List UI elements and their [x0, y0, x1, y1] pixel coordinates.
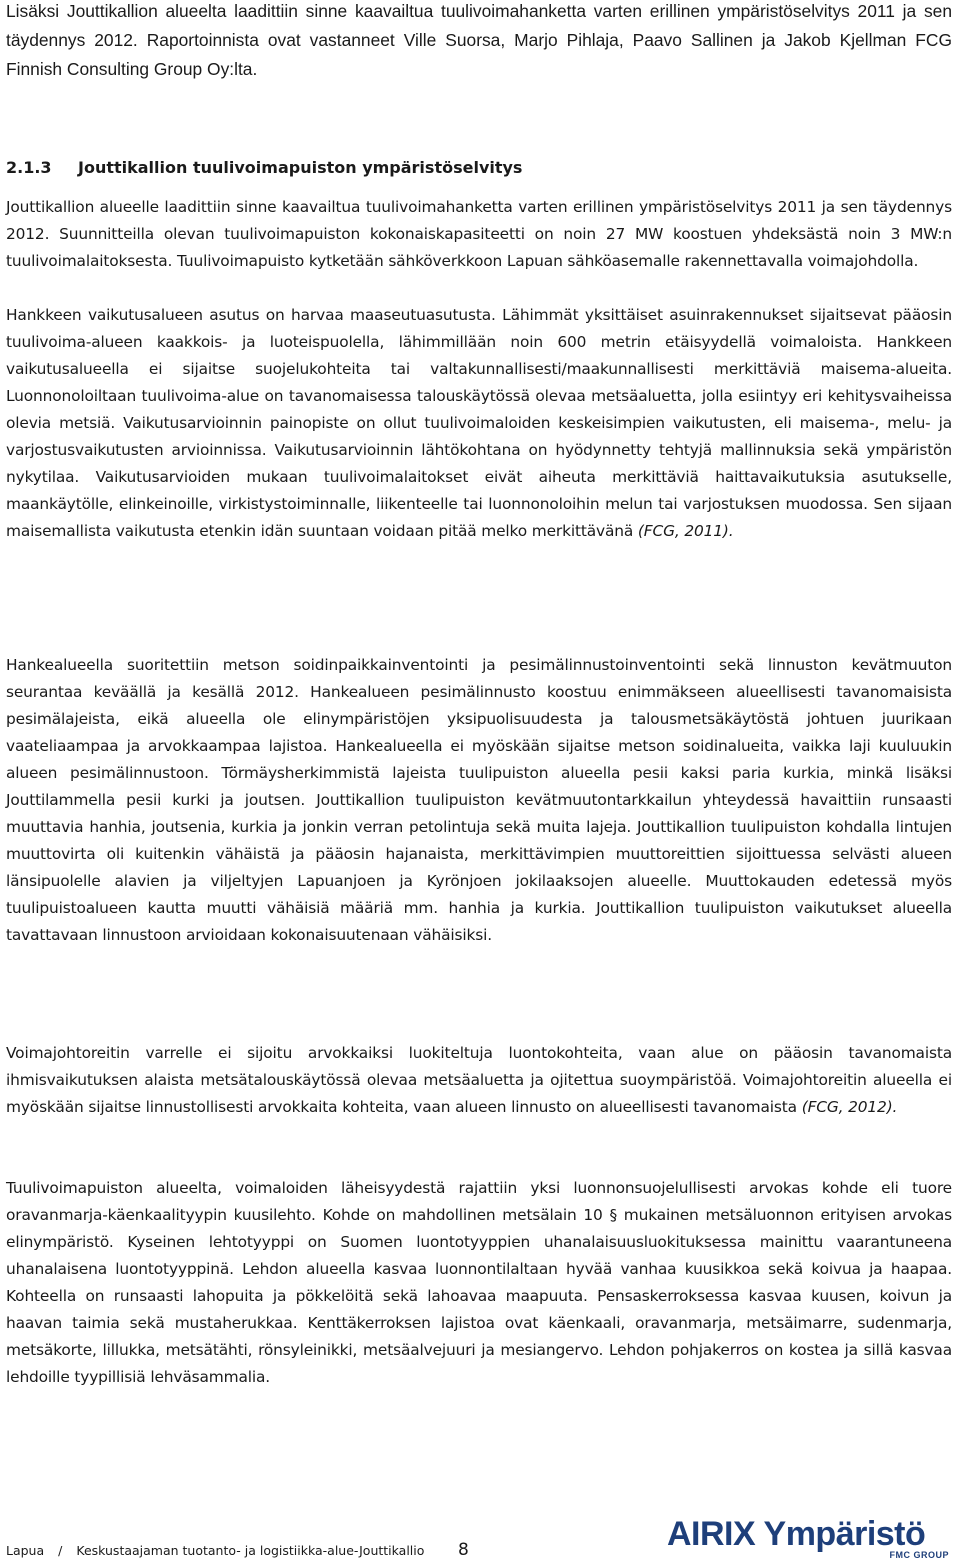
paragraph-habitat: Tuulivoimapuiston alueelta, voimaloiden läheisyydestä rajattiin yksi luonnonsuojelullisesti arvokas kohde eli tuore oravanmarja-käenkaalityypin kuusilehto. Kohde on mahdollinen metsälain 10 § mukainen metsäluonnon erityisen arvokas elinympäristö. Kyseinen lehtotyyppi on Suomen luontotyyppien uhanalaisuusluokituksessa mainittu vaarantuneena uhanalaisena luontotyyppinä. Lehdon alueella kasvaa luonnontilaltaan hyvää vanhaa kuusikkoa sekä koivua ja haapaa. Kohteella on runsaasti lahopuita ja pökkelöitä sekä lahoavaa maapuuta. Pensaskerroksessa kasvaa kuusen, koivun ja haavan taimia sekä mustaherukkaa. Kenttäkerroksen lajistoa ovat käenkaali, oravanmarja, metsäimarre, sudenmarja, metsäkorte, lillukka, metsätähti, rönsyleinikki, metsäalvejuuri ja mesiangervo. Lehdon pohjakerros on kostea ja sillä kasvaa lehdoille tyypillisiä lehväsammalia. [6, 1179, 952, 1386]
footer-separator: / [58, 1543, 63, 1558]
paragraph-impacts-text: Hankkeen vaikutusalueen asutus on harvaa maaseutuasutusta. Lähimmät yksittäiset asuinrakennukset sijaitsevat pääosin tuulivoima-alueen kaakkois- ja luoteispuolella, lähimmillään noin 600 metrin etäisyydellä voimaloista. Hankkeen vaikutusalueella ei sijaitse suojelukohteita tai valtakunnallisesti/maakunnallisesti merkittäviä maisema-alueita. Luonnonoloiltaan tuulivoima-alue on tavanomaisessa talouskäytössä olevaa metsäaluetta, jolla esiintyy eri kehitysvaiheissa olevia metsiä. Vaikutusarvioinnin painopiste on ollut tuulivoimaloiden keskeisimpien vaikutusten, eli maisema-, melu- ja varjostusvaikutusten arvioinnissa. Vaikutusarvioinnin lähtökohtana on hyödynnetty tehtyjä mallinnuksia sekä ympäristön nykytilaa. Vaikutusarvioiden mukaan tuulivoimalaitokset eivät aiheuta merkittäviä haittavaikutuksia asutukselle, maankäytölle, elinkeinoille, virkistystoiminnalle, liikenteelle tai luonnonoloihin melun tai varjostuksen muodossa. Sen sijaan maisemallista vaikutusta etenkin idän suuntaan voidaan pitää melko merkittävänä [6, 306, 952, 540]
citation-fcg-2012: (FCG, 2012). [801, 1098, 898, 1116]
paragraph-powerline [6, 1040, 952, 1121]
page-footer [6, 1543, 424, 1559]
company-logo [667, 1516, 955, 1558]
paragraph-impacts [6, 302, 952, 545]
logo-brand: AIRIX Ympäristö [667, 1515, 926, 1553]
paragraph-powerline-text: Voimajohtoreitin varrelle ei sijoitu arvokkaiksi luokiteltuja luontokohteita, vaan alue on pääosin tavanomaista ihmisvaikutuksen alaista metsätalouskäytössä olevaa metsäaluetta ja ojitettua suoympäristöä. Voimajohtoreitin alueella ei myöskään sijaitse linnustollisesti arvokkaita kohteita, vaan alueen linnusto on alueellisesti tavanomaista [6, 1044, 952, 1116]
page-number: 8 [458, 1540, 469, 1560]
logo-subtitle: FMC GROUP [889, 1550, 949, 1560]
footer-location: Lapua [6, 1543, 45, 1558]
footer-project: Keskustaajaman tuotanto- ja logistiikka-alue-Jouttikallio [76, 1543, 425, 1558]
paragraph-birds: Hankealueella suoritettiin metson soidinpaikkainventointi ja pesimälinnustoinventointi sekä linnuston kevätmuuton seurantaa keväällä ja kesällä 2012. Hankealueen pesimälinnusto koostuu enimmäkseen alueellisesti tavanomaisista pesimälajeista, eikä alueella ole elinympäristöjen yksipuolisuudesta ja talousmetsäkäytöstä johtuen juurikaan vaateliaampaa ja arvokkaampaa lajistoa. Hankealueella ei myöskään sijaitse metson soidinalueita, vaikka laji kuuluukin alueen pesimälinnustoon. Törmäysherkimmistä lajeista tuulipuiston alueella pesii kaksi paria kurkia, minkä lisäksi Jouttilammella pesii kurki ja joutsen. Jouttikallion tuulipuiston kevätmuutontarkkailun yhteydessä havaittiin runsaasti muuttavia hanhia, joutsenia, kurkia ja jonkin verran petolintuja sekä muita lajeja. Jouttikallion tuulipuiston kohdalla lintujen muuttovirta oli kuitenkin vähäistä ja pääosin hajanaista, merkittävimpien muuttoreittien sijoittuessa selvästi alueen länsipuolelle alavien ja viljeltyjen Lapuanjoen ja Kyrönjoen jokilaaksojen alueelle. Muuttokauden edetessä myös tuulipuistoalueen kautta muutti vähäisiä määriä mm. hanhia ja kurkia. Jouttikallion tuulipuiston vaikutukset alueella tavattavaan linnustoon arvioidaan kokonaisuutenaan vähäisiksi. [6, 656, 952, 944]
citation-fcg-2011: (FCG, 2011). [637, 522, 734, 540]
intro-paragraph: Lisäksi Jouttikallion alueelta laadittiin sinne kaavailtua tuulivoimahanketta varten erillinen ympäristöselvitys 2011 ja sen täydennys 2012. Raportoinnista ovat vastanneet Ville Suorsa, Marjo Pihlaja, Paavo Sallinen ja Jakob Kjellman FCG Finnish Consulting Group Oy:lta. [6, 1, 952, 79]
section-title: Jouttikallion tuulivoimapuiston ympäristöselvitys [78, 158, 523, 177]
section-number: 2.1.3 [6, 158, 52, 177]
section-heading [6, 154, 522, 181]
paragraph-project: Jouttikallion alueelle laadittiin sinne kaavailtua tuulivoimahanketta varten erillinen ympäristöselvitys 2011 ja sen täydennys 2012. Suunnitteilla olevan tuulivoimapuiston kokonaiskapasiteetti on noin 27 MW koostuen yhdeksästä noin 3 MW:n tuulivoimalaitoksesta. Tuulivoimapuisto kytketään sähköverkkoon Lapuan sähköasemalle rakennettavalla voimajohdolla. [6, 198, 952, 270]
